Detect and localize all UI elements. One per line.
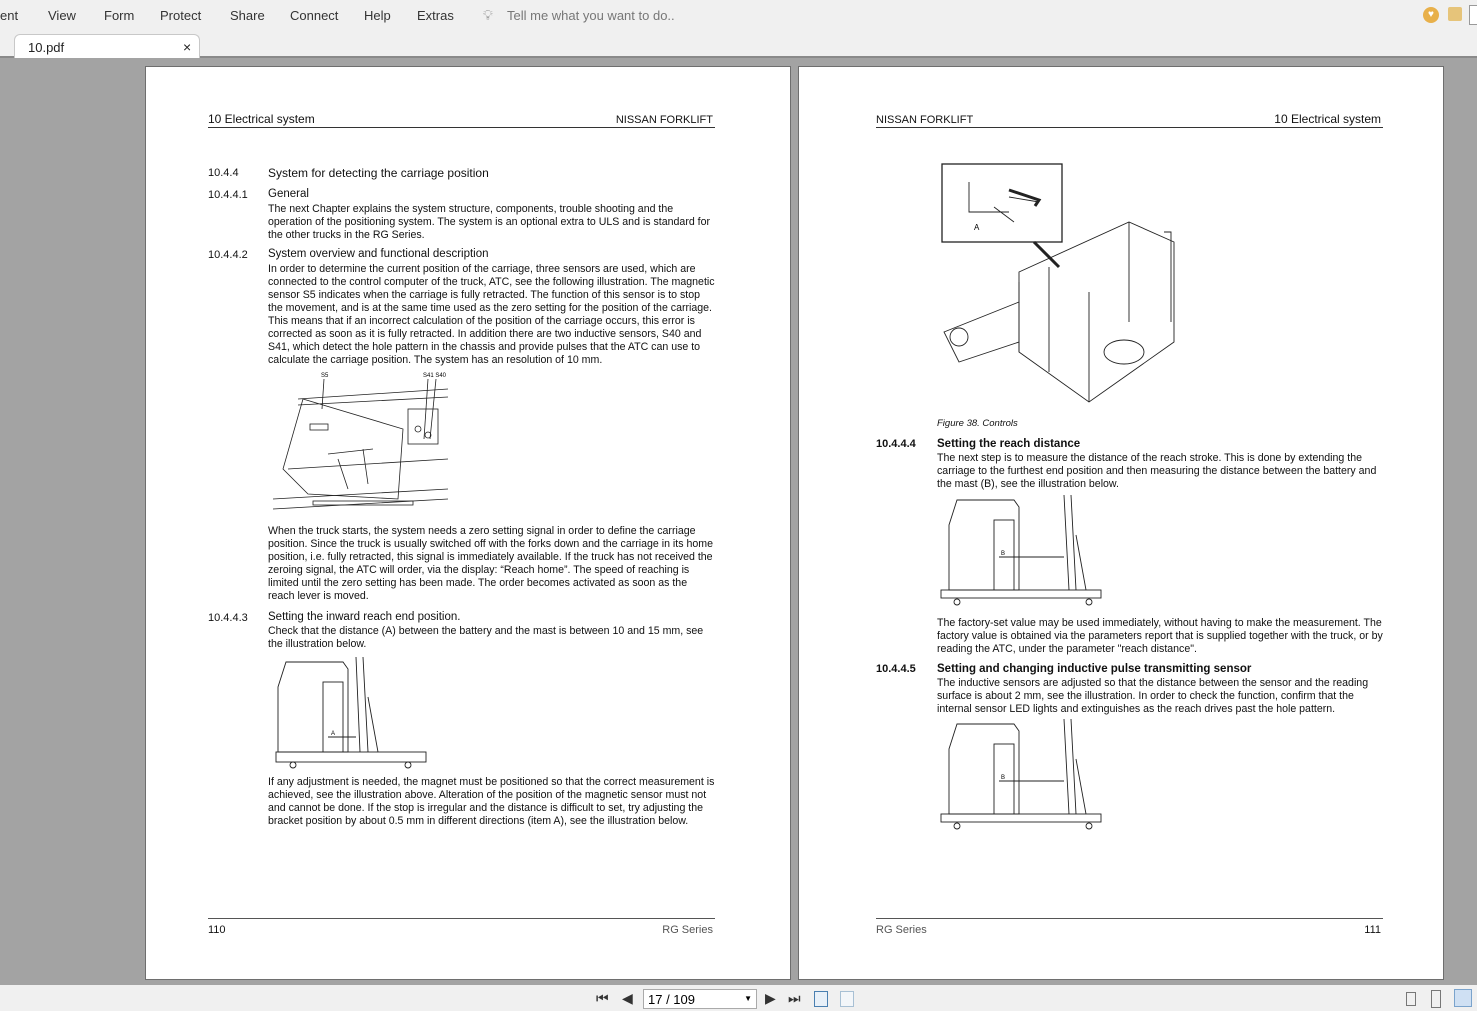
page-110 <box>145 66 791 980</box>
tab-10-pdf[interactable] <box>14 34 200 58</box>
label-s41-s40: S41 S40 <box>423 373 447 379</box>
sensor-illustration <box>268 369 453 519</box>
section-title: Setting and changing inductive pulse transmitting sensor <box>937 663 1252 675</box>
tab-bar <box>0 31 1477 58</box>
paragraph: When the truck starts, the system needs a zero setting signal in order to define the carriage position. Since the truck is usually switched off with the forks down and the carriage in its home position, i.e. fully retracted, this signal is immediately available. If the truck has not received the zeroing signal, the ATC will order, via the display: “Reach home”. The speed of reaching is limited until the zero setting has been made. The order becomes activated as soon as the reach lever is moved. <box>268 525 713 602</box>
footer-series: RG Series <box>662 924 713 936</box>
document-viewer <box>0 58 1477 985</box>
tab-label: 10.pdf <box>28 40 65 55</box>
paragraph: The next step is to measure the distance of the reach stroke. This is done by extending the carriage to the furthest end position and then measuring the distance between the battery and the mast (B), see the illustration below. <box>937 452 1377 490</box>
page-number: 111 <box>1364 924 1381 936</box>
section-title: General <box>268 188 309 200</box>
label-s5: S5 <box>321 373 329 379</box>
single-page-view-icon[interactable] <box>1406 992 1416 1006</box>
section-title: Setting the inward reach end position. <box>268 611 461 623</box>
page-number-value: 17 / 109 <box>648 992 695 1007</box>
section-number: 10.4.4.5 <box>876 663 916 675</box>
label-a: A <box>974 223 980 232</box>
page-number: 110 <box>208 924 226 936</box>
paragraph: The factory-set value may be used immediately, without having to make the measurement. The factory value is obtained via the parameters report that is supplied together with the truck, or by reading the ATC, under the parameter "reach distance". <box>937 617 1383 655</box>
page-header-left: 10 Electrical system <box>208 112 315 126</box>
section-number: 10.4.4.1 <box>208 189 248 201</box>
reach-distance-illustration <box>939 495 1104 610</box>
next-page-button[interactable]: ▶ <box>765 990 776 1006</box>
previous-view-icon[interactable] <box>814 991 828 1007</box>
page-header-right: 10 Electrical system <box>1274 112 1381 126</box>
header-rule <box>208 127 715 128</box>
heart-icon[interactable]: ♥ <box>1423 7 1439 23</box>
header-rule <box>876 127 1383 128</box>
paragraph: Check that the distance (A) between the battery and the mast is between 10 and 15 mm, see the illustration below. <box>268 625 704 650</box>
section-number: 10.4.4.4 <box>876 438 916 450</box>
first-page-button[interactable]: ⏮︎ <box>596 990 609 1006</box>
status-bar <box>0 985 1477 1011</box>
menu-protect[interactable]: Protect <box>160 8 202 23</box>
section-title: System for detecting the carriage position <box>268 166 489 180</box>
menu-bar <box>0 0 1477 31</box>
footer-rule <box>208 918 715 919</box>
page-header-left: NISSAN FORKLIFT <box>876 114 974 126</box>
menu-share[interactable]: Share <box>230 8 265 23</box>
label-b: B <box>1001 551 1006 557</box>
lightbulb-icon: 💡︎ <box>483 7 493 23</box>
section-number: 10.4.4.3 <box>208 612 248 624</box>
page-header-right: NISSAN FORKLIFT <box>615 114 713 126</box>
label-b: B <box>1001 775 1006 781</box>
last-page-button[interactable]: ⏭︎ <box>788 990 801 1006</box>
search-box[interactable] <box>1469 5 1477 25</box>
folder-search-icon[interactable] <box>1448 7 1462 21</box>
section-number: 10.4.4 <box>208 167 239 179</box>
next-view-icon[interactable] <box>840 991 854 1007</box>
section-title: Setting the reach distance <box>937 438 1081 450</box>
section-number: 10.4.4.2 <box>208 249 248 261</box>
menu-document[interactable]: ent <box>0 8 19 23</box>
figure-caption: Figure 38. Controls <box>937 418 1018 429</box>
paragraph: The inductive sensors are adjusted so that the distance between the sensor and the reading surface is about 2 mm, see the illustration. In order to check the function, confirm that the internal sensor LED lights and extinguishes as the reach drives past the hole pattern. <box>937 677 1369 715</box>
paragraph: The next Chapter explains the system structure, components, trouble shooting and the operation of the positioning system. The system is an optional extra to ULS and is standard for the other trucks in the RG Series. <box>268 203 711 241</box>
two-page-view-icon[interactable] <box>1454 989 1472 1007</box>
chevron-down-icon[interactable]: ▼ <box>744 994 752 1003</box>
menu-view[interactable]: View <box>48 8 76 23</box>
sensor-distance-illustration <box>939 719 1104 834</box>
battery-mast-distance-illustration <box>268 657 438 772</box>
controls-illustration <box>939 162 1179 412</box>
tell-me-search[interactable]: Tell me what you want to do.. <box>507 8 675 23</box>
paragraph: In order to determine the current position of the carriage, three sensors are used, which are connected to the control computer of the truck, ATC, see the following illustration. The magnetic sensor S5 indicates when the carriage is fully retracted. The function of this sensor is to stop the movement, and is at the same time used as the zero setting for the position of the carriage. This means that if an incorrect calculation of the position of the carriage occurs, this error is corrected as soon as it is fully retracted. In addition there are two inductive sensors, S40 and S41, which detect the hole pattern in the chassis and provide pulses that the ATC can use to calculate the carriage position. The system has an resolution of 10 mm. <box>268 263 715 366</box>
menu-connect[interactable]: Connect <box>290 8 339 23</box>
footer-series: RG Series <box>876 924 927 936</box>
continuous-view-icon[interactable] <box>1431 990 1441 1008</box>
page-111 <box>798 66 1444 980</box>
menu-help[interactable]: Help <box>364 8 391 23</box>
close-tab-icon[interactable]: × <box>183 39 192 55</box>
label-a: A <box>331 731 336 737</box>
footer-rule <box>876 918 1383 919</box>
menu-form[interactable]: Form <box>104 8 135 23</box>
section-title: System overview and functional description <box>268 248 489 260</box>
page-number-field[interactable] <box>643 989 757 1009</box>
paragraph: If any adjustment is needed, the magnet must be positioned so that the correct measurement is achieved, see the illustration above. Alteration of the position of the magnetic sensor must not and cannot be done. If the stop is irregular and the distance is difficult to set, try adjusting the bracket position by about 0.5 mm in different directions (item A), see the illustration below. <box>268 776 715 827</box>
menu-extras[interactable]: Extras <box>417 8 454 23</box>
previous-page-button[interactable]: ◀ <box>622 990 633 1006</box>
